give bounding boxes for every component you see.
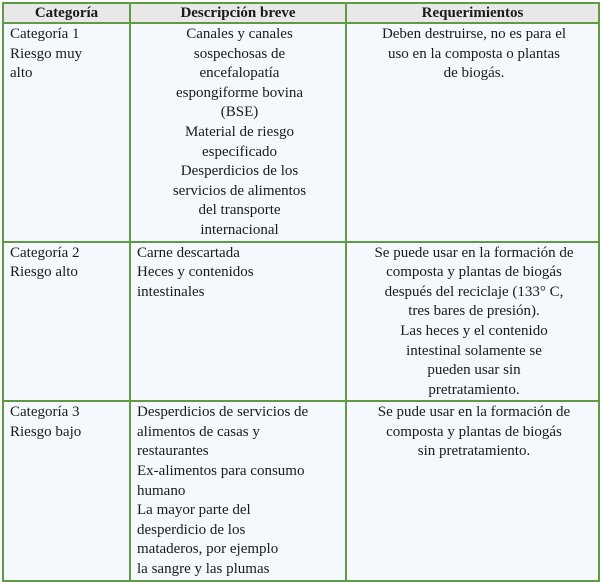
header-requirements: Requerimientos [346, 3, 599, 23]
table-row [3, 23, 599, 242]
category-cell [3, 401, 130, 580]
description-item: La mayor parte del desperdicio de los mataderos, por ejemplo la sangre y las plumas [137, 502, 279, 578]
description-item: Desperdicios de servicios de alimentos de casas y restaurantes [137, 404, 309, 460]
category-cell [3, 242, 130, 402]
requirements-cell [346, 23, 599, 242]
description-item: Carne descartada [137, 244, 240, 261]
description-item: Canales y canales sospechosas de encefalopatía espongiforme bovina (BSE) [175, 26, 304, 121]
category-cell [3, 23, 130, 242]
requirement-item: Las heces y el contenido intestinal solamente se pueden usar sin pretratamiento. [400, 322, 548, 398]
category-line: Categoría 1 [10, 26, 80, 42]
category-line: Riesgo alto [10, 264, 78, 281]
requirements-cell [346, 401, 599, 580]
description-cell [130, 401, 346, 580]
table-row [3, 401, 599, 580]
category-line: Categoría 3 [10, 404, 80, 421]
table-row [3, 242, 599, 402]
table-header-row [3, 3, 599, 23]
requirement-item: Se pude usar en la formación de composta y plantas de biogás sin pretratamiento. [377, 404, 571, 460]
header-description: Descripción breve [130, 3, 346, 23]
requirement-item: Se puede usar en la formación de composta y plantas de biogás después del reciclaje (133° C, tres bares de presión). [374, 244, 574, 320]
category-line: Riesgo bajo [10, 423, 82, 440]
description-cell [130, 242, 346, 402]
requirement-item: Deben destruirse, no es para el uso en la composta o plantas de biogás. [381, 26, 567, 82]
waste-categories-table [2, 2, 600, 582]
description-item: Material de riesgo especificado [184, 123, 295, 160]
description-cell [130, 23, 346, 242]
description-item: Heces y contenidos intestinales [137, 264, 254, 300]
category-line: Riesgo muy [10, 45, 83, 62]
description-item: Desperdicios de los servicios de alimentos del transporte internacional [172, 163, 307, 238]
category-line: Categoría 2 [10, 244, 80, 261]
category-line: alto [10, 65, 33, 82]
header-category: Categoría [3, 3, 130, 23]
document-page [2, 2, 600, 582]
requirements-cell [346, 242, 599, 402]
description-item: Ex-alimentos para consumo humano [137, 463, 305, 499]
